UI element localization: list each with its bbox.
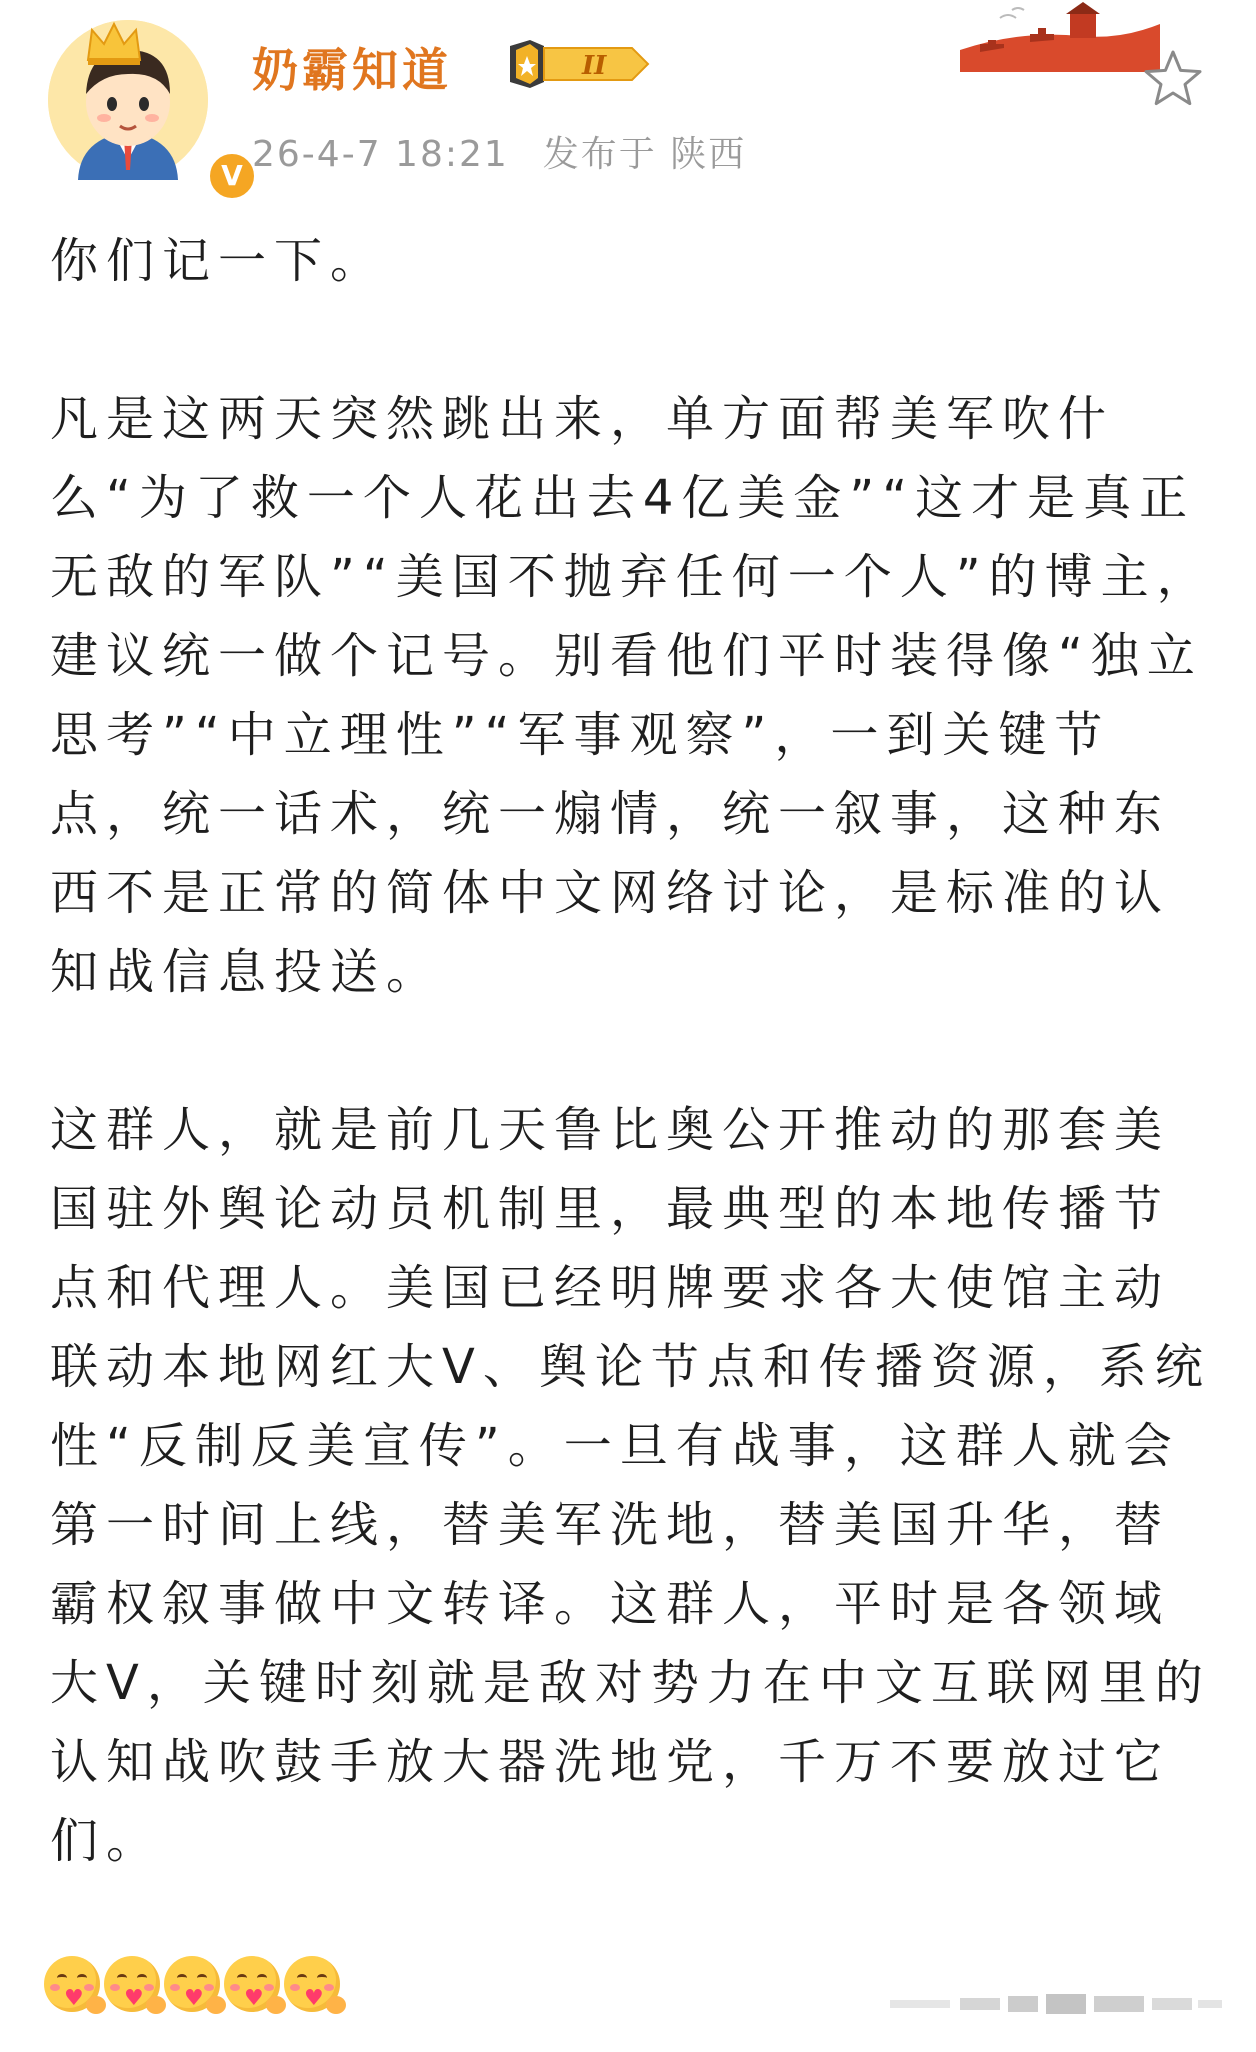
great-wall-decoration-icon xyxy=(960,0,1160,72)
post-paragraph: 凡是这两天突然跳出来，单方面帮美军吹什么“为了救一个人花出去4亿美金”“这才是真正无敌的军队”“美国不抛弃任何一个人”的博主，建议统一做个记号。别看他们平时装得像“独立思考”“中立理性”“军事观察”，一到关键节点，统一话术，统一煽情，统一叙事，这种东西不是正常的简体中文网络讨论，是标准的认知战信息投送。 xyxy=(50,391,1213,1000)
emoji-row xyxy=(44,1956,344,2028)
verified-badge: V xyxy=(206,150,258,202)
heart-face-icon: ♥ xyxy=(224,1956,280,2012)
post-meta xyxy=(252,126,746,177)
level-badge[interactable] xyxy=(508,36,654,92)
username[interactable]: 奶霸知道 xyxy=(252,43,452,97)
post-date: 26-4-7 18:21 xyxy=(252,134,509,175)
avatar[interactable] xyxy=(48,20,243,192)
post-location: 发布于 陕西 xyxy=(542,134,747,175)
post-content xyxy=(50,222,1216,1960)
heart-face-icon: ♥ xyxy=(164,1956,220,2012)
heart-face-icon: ♥ xyxy=(284,1956,340,2012)
post-paragraph: 这群人，就是前几天鲁比奥公开推动的那套美国驻外舆论动员机制里，最典型的本地传播节点和代理人。美国已经明牌要求各大使馆主动联动本地网红大V、舆论节点和传播资源，系统性“反制反美宣传”。一旦有战事，这群人就会第一时间上线，替美军洗地，替美国升华，替霸权叙事做中文转译。这群人，平时是各领域大V，关键时刻就是敌对势力在中文互联网里的认知战吹鼓手放大器洗地党，千万不要放过它们。 xyxy=(50,1102,1211,1869)
level-badge-text: II xyxy=(582,51,607,81)
heart-face-icon: ♥ xyxy=(104,1956,160,2012)
favorite-star-icon[interactable] xyxy=(1140,46,1206,112)
crown-icon xyxy=(84,20,144,66)
post-paragraph: 你们记一下。 xyxy=(50,233,387,289)
watermark-decoration xyxy=(890,1990,1224,2018)
heart-face-icon: ♥ xyxy=(44,1956,100,2012)
post-header xyxy=(0,0,1256,200)
